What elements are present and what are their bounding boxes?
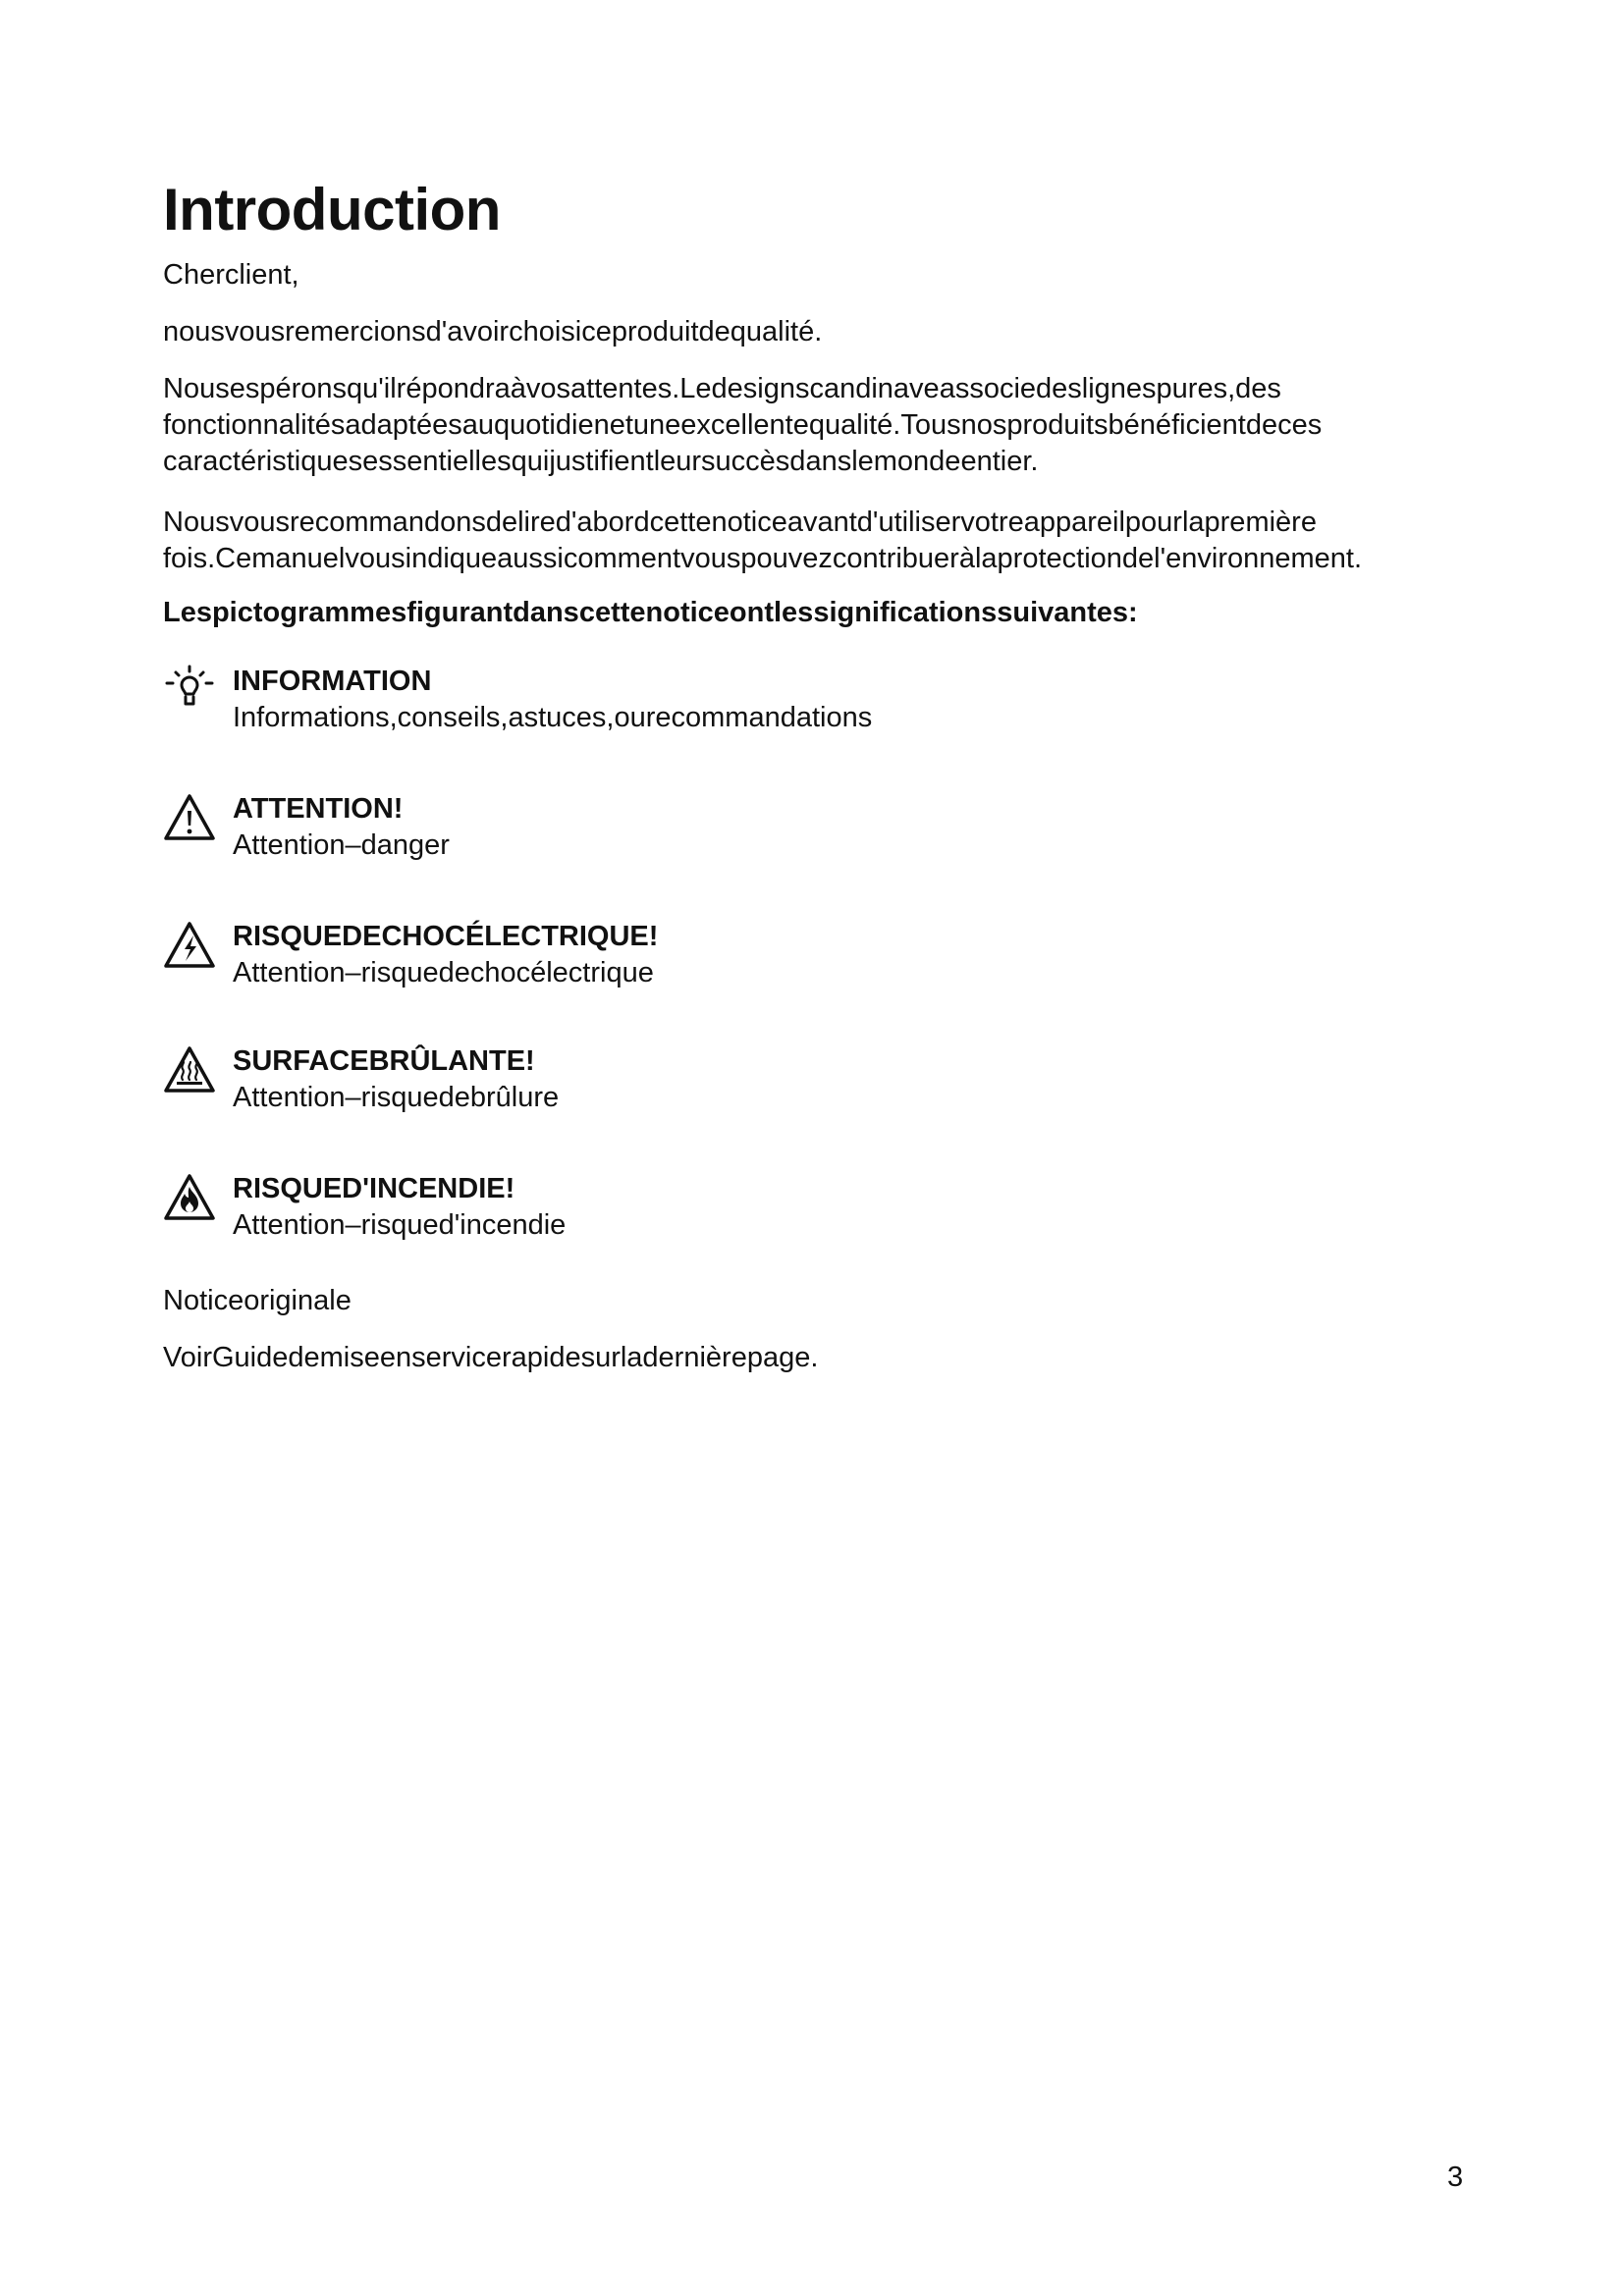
page-number: 3 [1447,2162,1464,2193]
pictogram-fire [163,1171,1341,1250]
pictogram-description: Attention–risqued'incendie [233,1209,567,1241]
pictogram-description: Attention–danger [233,829,450,861]
hot-surface-icon [163,1043,216,1096]
pictogram-title: SURFACEBRÛLANTE! [233,1045,535,1077]
pictogram-title: ATTENTION! [233,793,404,825]
electric-shock-icon [163,919,216,972]
intro-paragraph: Nousespéronsqu'ilrépondraàvosattentes.Ledesignscandinaveassociedeslignespures,des fonctionnalitésadaptéesauquotidienetuneexcellentequalité.Tousnosproduitsbénéficientdeces caractéristiquesessentiellesquijustifientleursuccèsdanslemondeentier. [163,373,1323,477]
pictograms-intro: Lespictogrammesfigurantdanscettenoticeontlessignificationssuivantes: [163,597,1138,628]
greeting-text: Cherclient, [163,259,299,291]
pictogram-attention [163,791,1341,870]
pictogram-description: Informations,conseils,astuces,ourecommandations [233,702,873,733]
page-title: Introduction [163,177,501,242]
warning-triangle-icon [163,791,216,844]
fire-icon [163,1171,216,1224]
pictogram-description: Attention–risquedechocélectrique [233,957,654,988]
original-notice-text: Noticeoriginale [163,1285,352,1316]
pictogram-description: Attention–risquedebrûlure [233,1082,560,1113]
thanks-text: nousvousremercionsd'avoirchoisiceproduitdequalité. [163,316,823,347]
pictogram-electric-shock [163,919,1341,997]
pictogram-title: INFORMATION [233,666,432,697]
quick-guide-note: VoirGuidedemiseenservicerapidesurladernièrepage. [163,1342,819,1373]
pictogram-title: RISQUED'INCENDIE! [233,1173,515,1204]
recommend-paragraph: Nousvousrecommandonsdelired'abordcettenoticeavantd'utiliservotreappareilpourlapremière fois.Cemanuelvousindiqueaussicommentvouspouvezcontribueràlaprotectiondel'environnement. [163,507,1363,574]
pictogram-hot-surface [163,1043,1341,1122]
pictogram-title: RISQUEDECHOCÉLECTRIQUE! [233,921,659,952]
lightbulb-icon [163,664,216,717]
pictogram-information [163,664,1341,742]
